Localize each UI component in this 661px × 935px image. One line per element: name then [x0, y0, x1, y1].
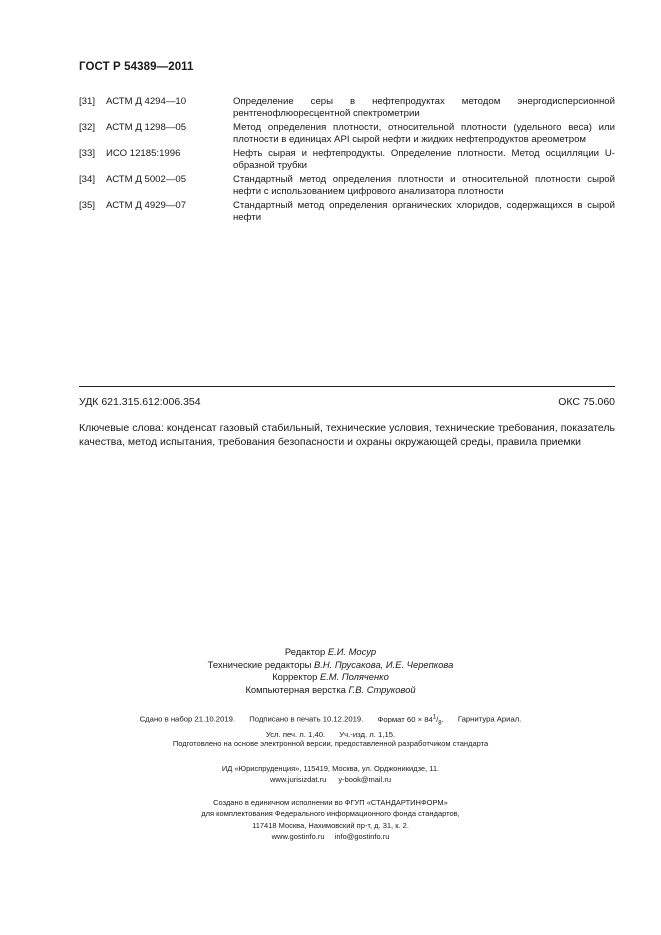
- layout-label: Компьютерная верстка: [245, 683, 346, 695]
- tech-editors-line: [0, 659, 661, 672]
- gostinfo-line-1: Создано в единичном исполнении во ФГУП «СТАНДАРТИНФОРМ»: [213, 798, 448, 807]
- ref-title: Метод определения плотности, относительной плотности (удельного веса) или плотности в единицах API сырой нефти и жидких нефтепродуктов ареометром: [233, 121, 615, 146]
- classification-row: [79, 396, 615, 408]
- editor-name: Е.И. Мосур: [327, 646, 377, 657]
- format-suffix: .: [441, 714, 444, 724]
- bibliography-item: [79, 200, 615, 224]
- publisher-address: ИД «Юриспруденция», 115419, Москва, ул. Орджоникидзе, 11.: [221, 764, 440, 773]
- standard-number: ГОСТ Р 54389—2011: [79, 61, 194, 73]
- ref-number: [32]: [79, 121, 96, 133]
- section-divider: [79, 386, 615, 387]
- corrector-name: Е.М. Поляченко: [319, 671, 389, 683]
- publisher-contacts: [0, 774, 661, 785]
- gostinfo-email: info@gostinfo.ru: [334, 831, 390, 841]
- publisher-email: y-book@mail.ru: [338, 775, 391, 785]
- bibliography-item: [79, 122, 615, 146]
- ref-title: Стандартный метод определения органических хлоридов, содержащихся в сырой нефти: [233, 199, 615, 223]
- bibliography-list: [79, 96, 615, 226]
- publisher-info: [0, 763, 661, 786]
- printed-sheets: Усл. печ. л. 1,40.: [265, 729, 326, 739]
- tech-editor-2: И.Е. Черепкова: [385, 658, 454, 670]
- gostinfo-info: [0, 797, 661, 842]
- ref-code: АСТМ Д 1298—05: [106, 121, 187, 133]
- ref-number: [31]: [79, 96, 96, 107]
- ref-title: Нефть сырая и нефтепродукты. Определение плотности. Метод осцилляции U-образной трубки: [233, 147, 615, 172]
- layout-name: Г.В. Струковой: [348, 683, 416, 695]
- editor-label: Редактор: [284, 646, 326, 657]
- ref-number: [34]: [79, 173, 96, 185]
- prepared-note: Подготовлено на основе электронной версии, предоставленной разработчиком стандарта: [172, 739, 489, 748]
- format-numerator: 1: [432, 714, 437, 720]
- paper-format: Формат $60 \times 84^1/_8$.: [377, 714, 444, 727]
- ref-code: АСТМ Д 5002—05: [106, 173, 187, 185]
- tech-editors-label: Технические редакторы: [207, 658, 312, 670]
- bibliography-item: [79, 96, 615, 120]
- editor-line: [0, 646, 661, 659]
- ref-number: [33]: [79, 147, 96, 159]
- typeset-date: Сдано в набор 21.10.2019.: [139, 714, 236, 724]
- gostinfo-site: www.gostinfo.ru: [271, 831, 325, 841]
- publisher-sheets: Уч.-изд. л. 1,15.: [339, 729, 396, 739]
- format-prefix: Формат 60 × 84: [377, 714, 433, 724]
- typeface: Гарнитура Ариал.: [457, 714, 522, 724]
- corrector-label: Корректор: [272, 671, 318, 683]
- ref-code: ИСО 12185:1996: [106, 147, 181, 159]
- bibliography-item: [79, 174, 615, 198]
- gostinfo-contacts: [0, 831, 661, 842]
- tech-editor-1: В.Н. Прусакова,: [314, 658, 384, 670]
- gostinfo-address: 117418 Москва, Нахимовский пр-т, д. 31, к. 2.: [252, 820, 409, 830]
- ref-title: Определение серы в нефтепродуктах методом энергодисперсионной рентгенофлюоресцентной спектрометрии: [233, 96, 615, 120]
- publisher-site: www.jurisizdat.ru: [270, 775, 327, 785]
- layout-line: [0, 684, 661, 697]
- ref-code: АСТМ Д 4294—10: [106, 96, 187, 107]
- bibliography-item: [79, 148, 615, 172]
- ref-title: Стандартный метод определения плотности и относительной плотности сырой нефти с использованием цифрового анализатора плотности: [233, 173, 615, 197]
- oks-code: ОКС 75.060: [558, 396, 615, 408]
- editorial-staff: [0, 646, 661, 696]
- corrector-line: [0, 671, 661, 684]
- keywords: Ключевые слова: конденсат газовый стабильный, технические условия, технические требования, показатель качества, метод испытания, требования безопасности и охраны окружающей среды, правила приемки: [79, 422, 615, 449]
- print-info: [0, 710, 661, 742]
- format-denominator: 8: [438, 720, 442, 727]
- udk-code: УДК 621.315.612:006.354: [79, 396, 201, 408]
- gostinfo-line-2: для комплектования Федерального информационного фонда стандартов,: [201, 809, 460, 819]
- signed-date: Подписано в печать 10.12.2019.: [249, 714, 364, 724]
- ref-code: АСТМ Д 4929—07: [106, 199, 187, 211]
- ref-number: [35]: [79, 199, 96, 211]
